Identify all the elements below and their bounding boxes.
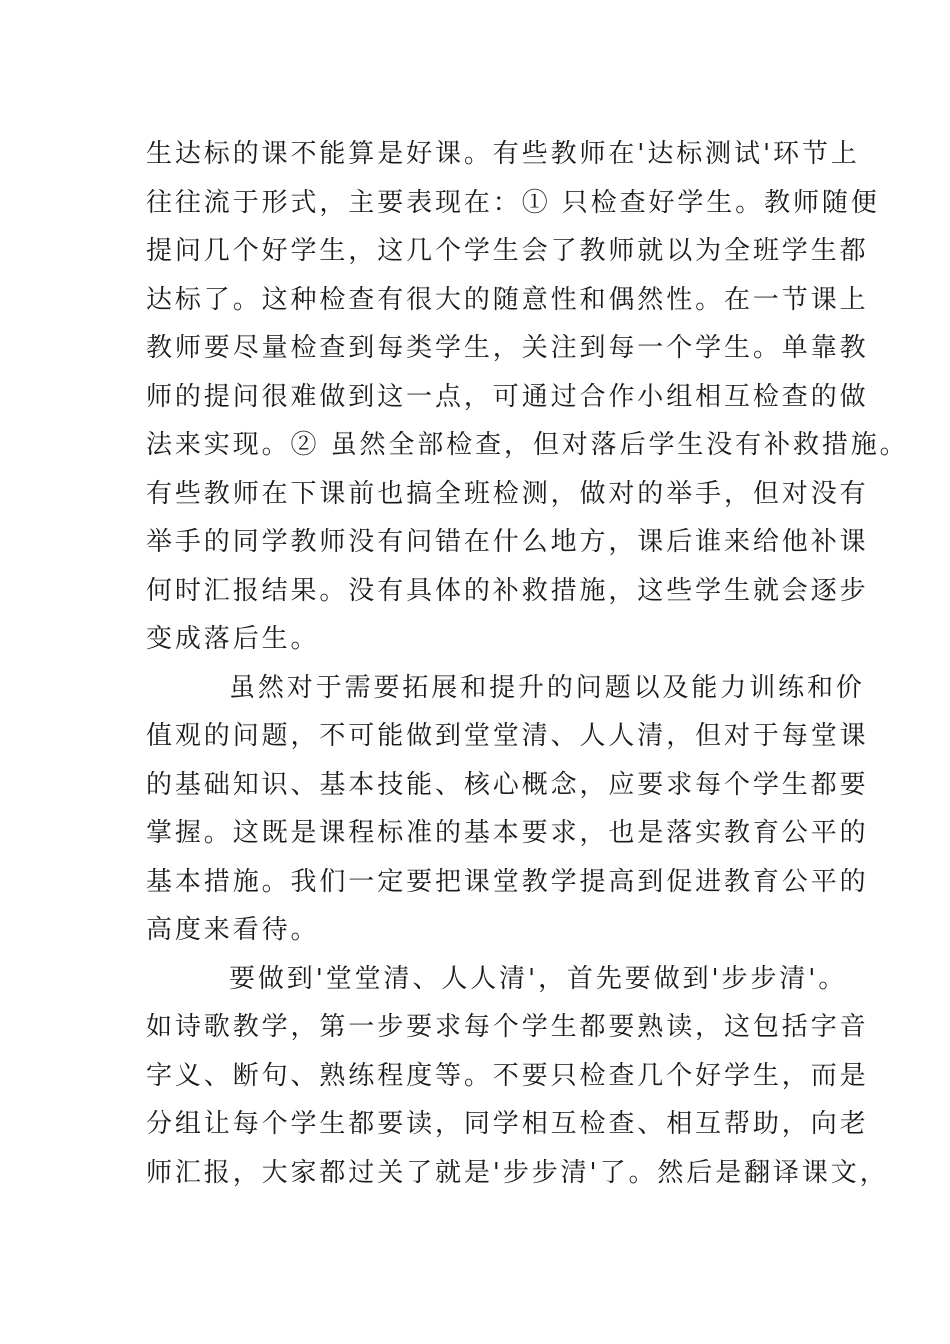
paragraph-2 [146, 664, 869, 955]
paragraph-3 [146, 955, 889, 1198]
text-line: 要做到'堂堂清、人人清'，首先要做到'步步清'。 [229, 963, 848, 994]
text-line: 何时汇报结果。没有具体的补救措施，这些学生就会逐步 [146, 575, 869, 606]
text-line: 达标了。这种检查有很大的随意性和偶然性。在一节课上 [146, 284, 869, 315]
text-line: 基本措施。我们一定要把课堂教学提高到促进教育公平的 [146, 866, 869, 897]
text-line: 掌握。这既是课程标准的基本要求，也是落实教育公平的 [146, 818, 869, 848]
text-line: 值观的问题，不可能做到堂堂清、人人清，但对于每堂课 [146, 721, 869, 751]
text-line: 师汇报，大家都过关了就是'步步清'了。然后是翻译课文， [146, 1157, 889, 1188]
text-line: 师的提问很难做到这一点，可通过合作小组相互检查的做 [146, 381, 869, 412]
text-line: 高度来看待。 [146, 915, 320, 945]
text-line: 的基础知识、基本技能、核心概念，应要求每个学生都要 [146, 769, 869, 800]
text-line: 变成落后生。 [146, 624, 320, 654]
text-line: 生达标的课不能算是好课。有些教师在'达标测试'环节上 [146, 139, 860, 169]
text-line: 提问几个好学生，这几个学生会了教师就以为全班学生都 [146, 236, 869, 266]
text-line: 字义、断句、熟练程度等。不要只检查几个好学生，而是 [146, 1060, 869, 1091]
text-line: 如诗歌教学，第一步要求每个学生都要熟读，这包括字音 [146, 1012, 869, 1042]
document-body [146, 130, 909, 1197]
text-line: 举手的同学教师没有问错在什么地方，课后谁来给他补课 [146, 527, 869, 557]
text-line: 有些教师在下课前也搞全班检测，做对的举手，但对没有 [146, 478, 869, 509]
text-line: 往往流于形式，主要表现在：① 只检查好学生。教师随便 [146, 187, 880, 218]
text-line: 教师要尽量检查到每类学生，关注到每一个学生。单靠教 [146, 333, 869, 363]
text-line: 分组让每个学生都要读，同学相互检查、相互帮助，向老 [146, 1109, 869, 1139]
text-line: 虽然对于需要拓展和提升的问题以及能力训练和价 [229, 672, 865, 703]
paragraph-1 [146, 130, 909, 664]
text-line: 法来实现。② 虽然全部检查，但对落后学生没有补救措施。 [146, 430, 909, 460]
